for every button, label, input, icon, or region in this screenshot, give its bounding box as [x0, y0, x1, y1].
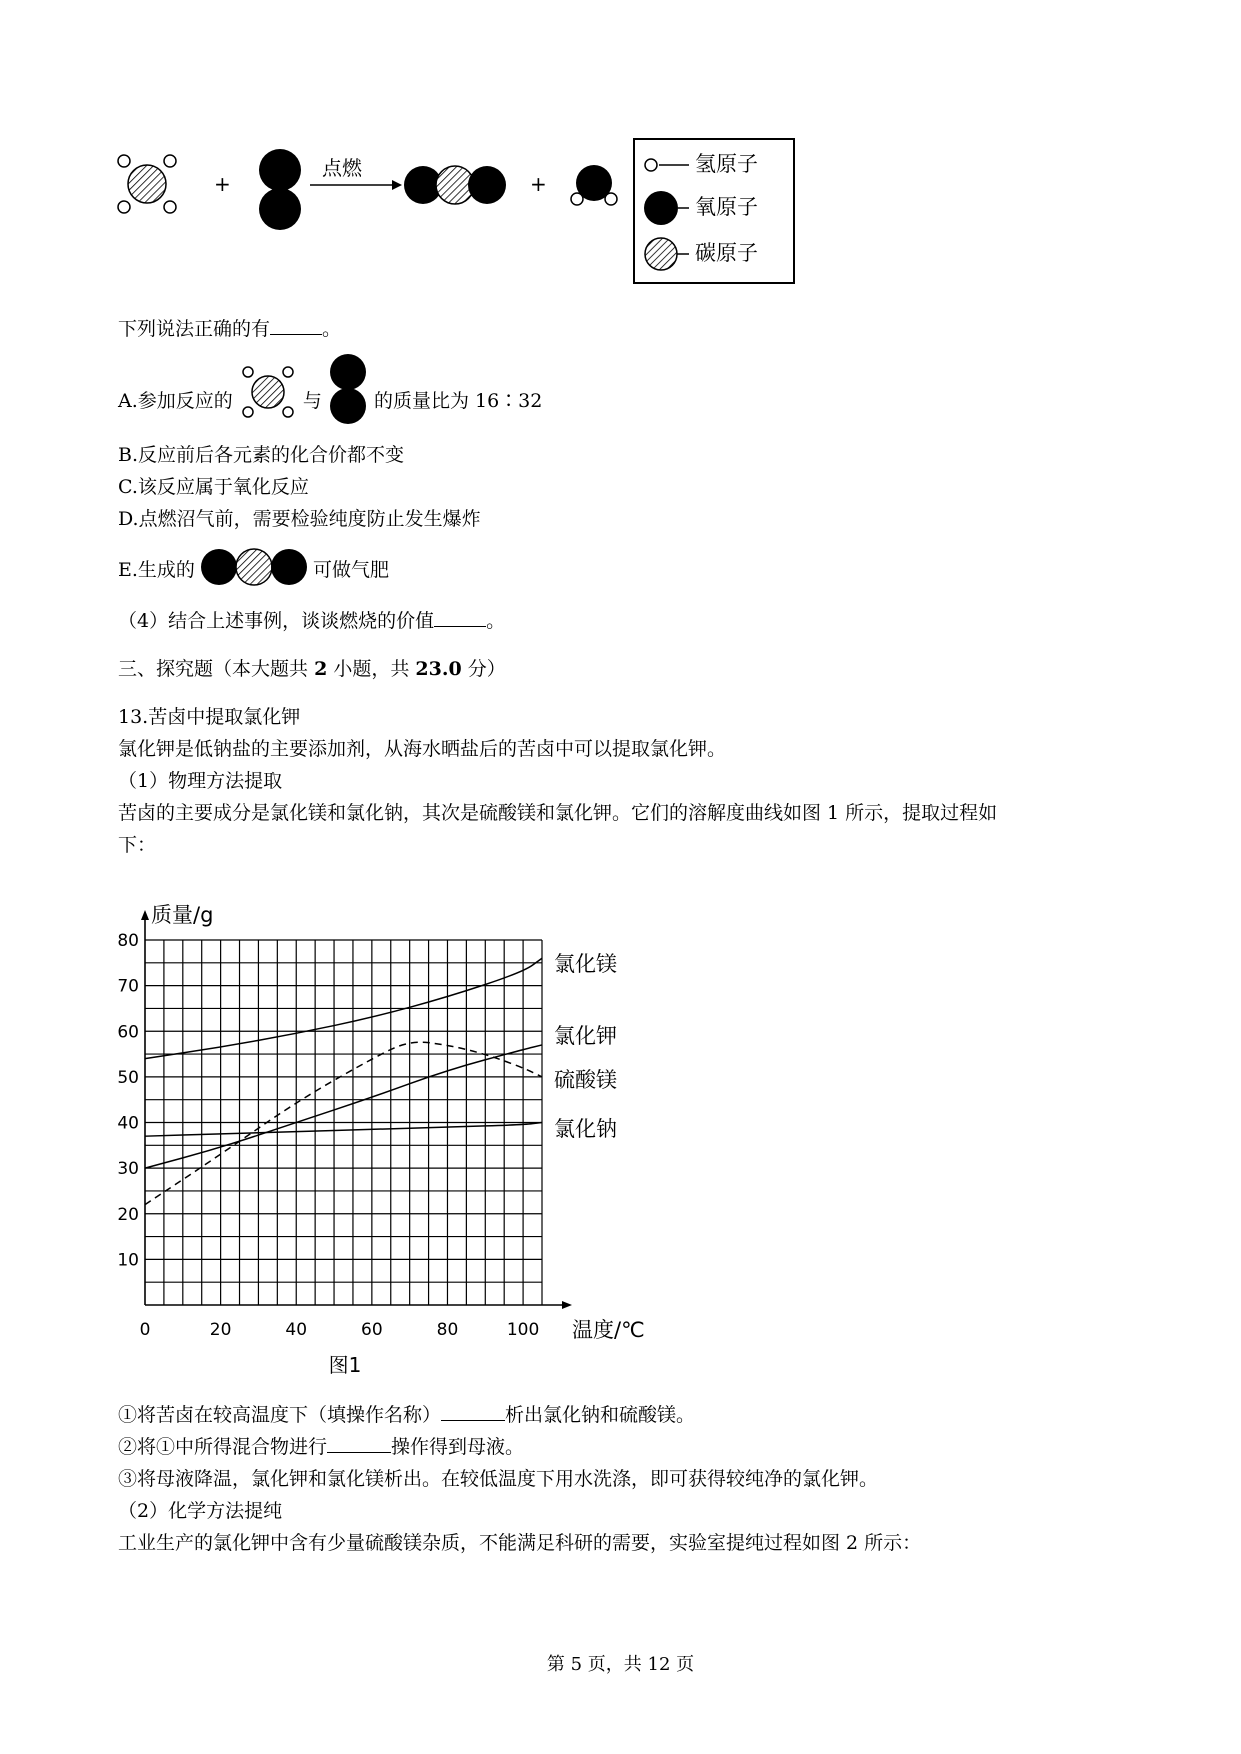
- option-e: E.生成的 可做气肥: [118, 556, 389, 586]
- page-footer: 第 5 页，共 12 页: [546, 1654, 695, 1675]
- q13-sub2: （2）化学方法提纯: [118, 1500, 283, 1522]
- oxygen-molecule-icon: [328, 354, 368, 426]
- chart-caption: 图1: [328, 1353, 362, 1377]
- y-axis-arrow: [141, 910, 149, 920]
- water-molecule: [571, 165, 617, 205]
- q13-para1: 苦卤的主要成分是氯化镁和氯化钠，其次是硫酸镁和氯化钾。它们的溶解度曲线如图 1 所示，提取过程如: [118, 802, 998, 824]
- y-tick-label: 50: [117, 1067, 139, 1088]
- methane-molecule: [118, 155, 176, 213]
- q13-para2: 工业生产的氯化钾中含有少量硫酸镁杂质，不能满足科研的需要，实验室提纯过程如图 2 所示：: [118, 1532, 922, 1554]
- answer-blank[interactable]: [270, 316, 322, 335]
- series-line-3: [145, 1042, 542, 1204]
- series-label-3: 硫酸镁: [554, 1068, 617, 1092]
- carbon-dioxide-molecule-icon: [201, 548, 307, 586]
- option-a: A.参加反应的 与 的质量比为 16∶32: [118, 378, 542, 426]
- plus-sign-1: +: [214, 172, 231, 196]
- reaction-diagram: [110, 145, 630, 245]
- y-tick-label: 80: [117, 931, 139, 951]
- y-tick-label: 60: [117, 1022, 139, 1043]
- option-b: B.反应前后各元素的化合价都不变: [118, 444, 405, 466]
- x-axis-label: 温度/℃: [572, 1318, 645, 1342]
- section-3-heading: 三、探究题（本大题共 2 小题，共 23.0 分）: [118, 658, 506, 680]
- series-label-2: 氯化钾: [554, 1024, 617, 1048]
- y-tick-label: 10: [117, 1250, 139, 1271]
- oxygen-molecule: [259, 149, 301, 230]
- q13-step1: ①将苦卤在较高温度下（填操作名称） 析出氯化钠和硫酸镁。: [118, 1404, 696, 1426]
- answer-blank-step1[interactable]: [441, 1402, 505, 1421]
- plus-sign-2: +: [530, 172, 547, 196]
- question-prompt: 下列说法正确的有 。: [118, 318, 342, 340]
- x-tick-label: 0: [139, 1320, 151, 1340]
- reaction-arrow: [310, 156, 402, 190]
- y-tick-label: 40: [117, 1113, 139, 1134]
- series-label-1: 氯化镁: [554, 952, 617, 976]
- y-tick-label: 20: [117, 1204, 139, 1225]
- x-tick-label: 100: [506, 1320, 540, 1340]
- q13-para1b: 下：: [118, 834, 157, 856]
- q13-title: 13.苦卤中提取氯化钾: [118, 706, 301, 728]
- legend-oxygen: 氧原子: [643, 190, 758, 226]
- methane-molecule-icon: [239, 363, 297, 421]
- legend-carbon: 碳原子: [643, 236, 758, 272]
- series-label-4: 氯化钠: [554, 1117, 617, 1141]
- answer-blank-step2[interactable]: [327, 1434, 391, 1453]
- x-tick-label: 60: [361, 1320, 383, 1340]
- carbon-dioxide-molecule: [404, 166, 506, 204]
- option-c: C.该反应属于氧化反应: [118, 476, 309, 498]
- y-axis-label: 质量/g: [151, 903, 214, 927]
- question-4: （4）结合上述事例，谈谈燃烧的价值 。: [118, 610, 506, 632]
- answer-blank-4[interactable]: [434, 608, 486, 627]
- option-d: D.点燃沼气前，需要检验纯度防止发生爆炸: [118, 508, 481, 530]
- series-line-4: [145, 1123, 542, 1137]
- x-axis-arrow: [562, 1301, 572, 1309]
- solubility-chart: [110, 880, 670, 1380]
- q13-intro: 氯化钾是低钠盐的主要添加剂，从海水晒盐后的苦卤中可以提取氯化钾。: [118, 738, 727, 760]
- x-tick-label: 80: [436, 1320, 459, 1340]
- reaction-condition: 点燃: [322, 156, 362, 180]
- atom-legend: [633, 138, 795, 284]
- x-tick-label: 40: [285, 1320, 308, 1340]
- y-tick-label: 30: [117, 1159, 139, 1180]
- series-line-2: [145, 1045, 542, 1168]
- q13-sub1: （1）物理方法提取: [118, 770, 283, 792]
- x-tick-label: 20: [209, 1320, 232, 1340]
- y-tick-label: 70: [117, 976, 139, 997]
- q13-step3: ③将母液降温，氯化钾和氯化镁析出。在较低温度下用水洗涤，即可获得较纯净的氯化钾。: [118, 1468, 879, 1490]
- q13-step2: ②将①中所得混合物进行 操作得到母液。: [118, 1436, 525, 1458]
- legend-hydrogen: 氢原子: [643, 148, 758, 178]
